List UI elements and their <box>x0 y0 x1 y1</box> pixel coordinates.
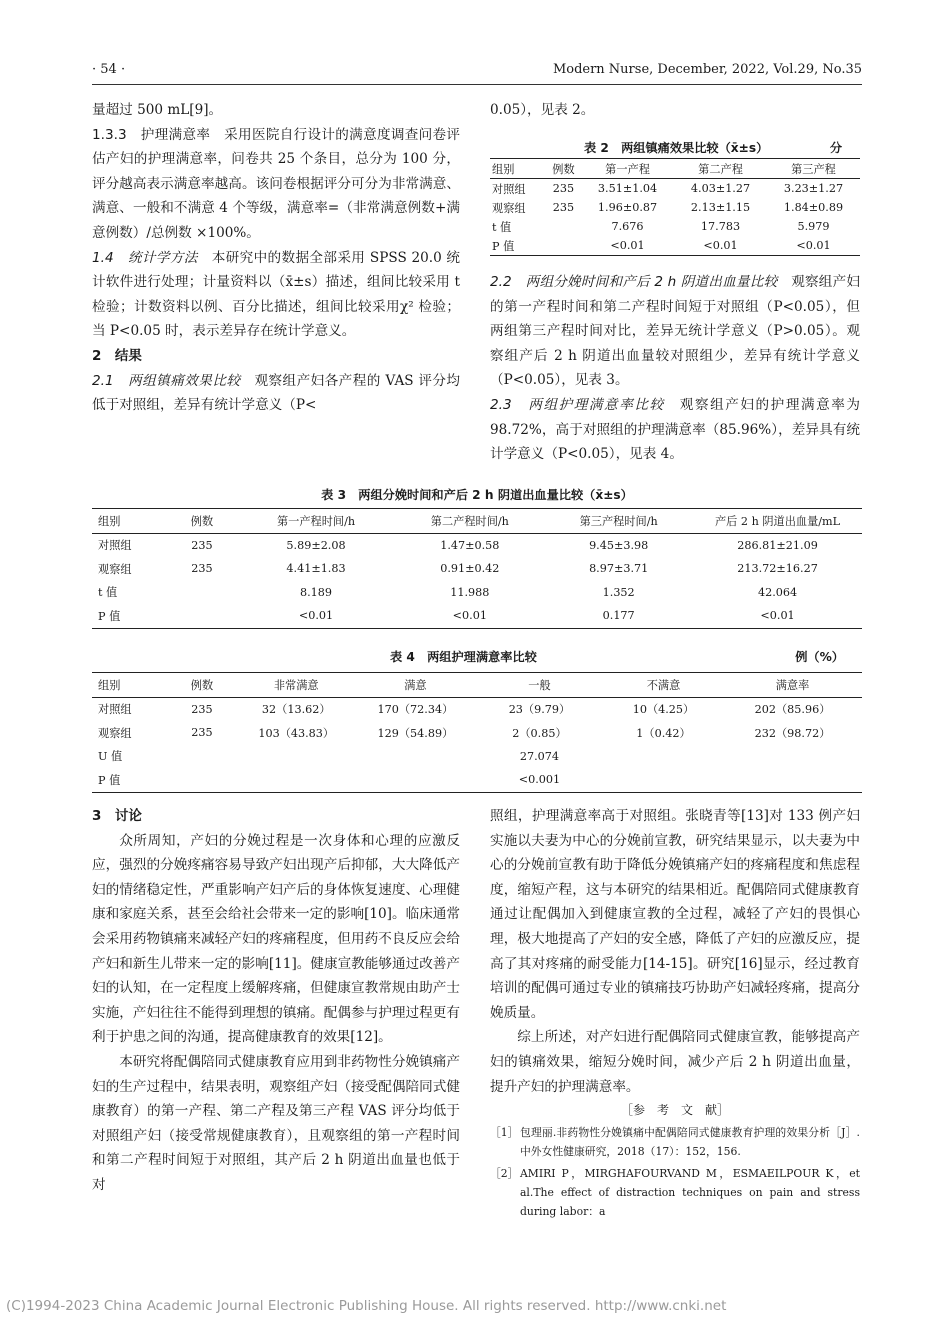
section-heading: 2.2 两组分娩时间和产后 2 h 阴道出血量比较 <box>490 274 778 290</box>
right-column-middle <box>490 270 860 467</box>
table-cell <box>356 745 475 769</box>
table-4-caption: 表 4 两组护理满意率比较 <box>390 650 537 664</box>
table-cell <box>237 745 356 769</box>
column-header: 一般 <box>528 678 551 692</box>
table-4 <box>92 648 862 793</box>
table-cell: 8.189 <box>299 585 333 599</box>
table-cell: <0.01 <box>796 239 831 252</box>
table-row <box>92 557 862 581</box>
table-cell: 27.074 <box>519 749 560 763</box>
section-text: 观察组产妇的第一产程时间和第二产程时间短于对照组（P<0.05），但两组第三产程时间对比，差异无统计学意义（P>0.05）。观察组产后 2 h 阴道出血量较对照组少，差异有统计学意义（P<0.05），见表 3。 <box>490 274 860 389</box>
header-rule <box>92 84 862 85</box>
table-cell: 170（72.34） <box>377 703 454 717</box>
table-cell: 观察组 <box>98 562 132 576</box>
table-cell: 235 <box>191 726 213 740</box>
reference-number: ［2］ <box>490 1167 519 1181</box>
section-1-4 <box>92 246 460 344</box>
results-heading: 2 结果 <box>92 347 142 364</box>
page-number: · 54 · <box>92 62 126 77</box>
section-heading: 2.1 两组镇痛效果比较 <box>92 372 241 389</box>
table-cell <box>167 581 236 605</box>
table-2 <box>490 138 860 256</box>
discussion-paragraph-2: 本研究将配偶陪同式健康教育应用到非药物性分娩镇痛产妇的生产过程中，结果表明，观察组产妇（接受配偶陪同式健康教育）的第一产程、第二产程及第三产程 VAS 评分均低于对照组产妇（接受常规健康教育），且观察组的第一产程时间和第二产程时间短于对照组，其产后 2 h 阴道出血量也低于对 <box>92 1053 460 1193</box>
table-cell: 213.72±16.27 <box>737 562 818 576</box>
table-cell: 103（43.83） <box>258 726 335 740</box>
table-cell: 32（13.62） <box>261 703 331 717</box>
table-2-grid <box>490 158 860 256</box>
table-header-row <box>490 159 860 179</box>
table-cell <box>723 768 862 792</box>
column-header: 第三产程时间/h <box>579 514 658 528</box>
section-text: 观察组产妇各产程的 VAS 评分均低于对照组，差异有统计学意义（P< <box>92 372 461 414</box>
references <box>490 1101 860 1221</box>
section-2-1 <box>92 369 460 418</box>
section-heading: 2.3 两组护理满意率比较 <box>490 396 665 413</box>
table-cell: 1.47±0.58 <box>440 538 500 552</box>
table-cell: 1.96±0.87 <box>597 201 658 214</box>
table-row <box>490 179 860 199</box>
column-header: 组别 <box>492 162 515 176</box>
table-cell: 9.45±3.98 <box>589 538 649 552</box>
table-cell: t 值 <box>98 586 118 600</box>
table-cell: 129（54.89） <box>377 726 454 740</box>
column-header: 第二产程 <box>698 162 743 176</box>
table-cell: 286.81±21.09 <box>737 538 818 552</box>
table-3-caption: 表 3 两组分娩时间和产后 2 h 阴道出血量比较（x̄±s） <box>321 488 633 502</box>
table-cell: 对照组 <box>98 539 132 553</box>
table-row <box>490 217 860 236</box>
table-cell <box>546 217 581 236</box>
column-header: 例数 <box>552 162 575 176</box>
table-cell: 0.177 <box>602 609 635 623</box>
table-row <box>92 533 862 557</box>
table-header-row <box>92 509 862 534</box>
column-header: 例数 <box>190 678 214 692</box>
column-header: 第一产程时间/h <box>276 514 356 528</box>
table-cell: 11.988 <box>450 585 490 599</box>
table-cell: <0.01 <box>703 239 738 252</box>
column-header: 非常满意 <box>273 678 319 692</box>
table-cell: <0.01 <box>760 609 795 623</box>
column-header: 第一产程 <box>605 162 650 176</box>
table-cell: 1（0.42） <box>636 726 691 740</box>
table-cell: 1.84±0.89 <box>783 201 844 214</box>
table-cell: <0.01 <box>452 609 487 623</box>
section-text: 采用医院自行设计的满意度调查问卷评估产妇的护理满意率，问卷共 25 个条目，总分为 100 分，评分越高表示满意率越高。该问卷根据评分可分为非常满意、满意、一般和不满意 4 个等级，满意率=（非常满意例数+满意例数）/总例数 ×100%。 <box>92 126 461 241</box>
table-cell: 2.13±1.15 <box>690 201 751 214</box>
section-text: 本研究中的数据全部采用 SPSS 20.0 统计软件进行处理；计量资料以（x̄±s）描述，组间比较采用 t 检验；计数资料以例、百分比描述，组间比较采用χ² 检验；当 P<0.05 时，表示差异存在统计学意义。 <box>92 249 461 340</box>
table-cell <box>356 768 475 792</box>
table-cell: 对照组 <box>492 182 526 196</box>
table-header-row <box>92 673 862 698</box>
section-1-3-3 <box>92 123 460 246</box>
reference-number: ［1］ <box>490 1126 519 1140</box>
section-heading: 1.3.3 护理满意率 <box>92 126 211 143</box>
column-header: 不满意 <box>646 678 681 692</box>
section-2-3 <box>490 393 860 467</box>
table-cell: 5.979 <box>797 220 830 233</box>
table-2-unit: 分 <box>829 141 842 155</box>
table-row <box>92 581 862 605</box>
section-text: 观察组产妇的护理满意率为 98.72%，高于对照组的护理满意率（85.96%），差异具有统计学意义（P<0.05），见表 4。 <box>490 396 861 463</box>
table-cell: 232（98.72） <box>754 726 831 740</box>
reference-item <box>490 1123 860 1161</box>
table-cell: 235 <box>191 562 213 576</box>
table-cell: 235 <box>191 538 213 552</box>
reference-text: AMIRI P，MIRGHAFOURVAND M，ESMAEILPOUR K，et al.The effect of distraction techniques on pain and stress during labor：a <box>520 1167 860 1219</box>
discussion-heading: 3 讨论 <box>92 808 142 824</box>
table-row <box>490 198 860 217</box>
column-header: 例数 <box>190 514 214 528</box>
table-row <box>92 721 862 745</box>
table-cell <box>167 768 236 792</box>
table-row <box>490 236 860 256</box>
table-cell <box>167 745 236 769</box>
table-cell: 17.783 <box>700 220 741 233</box>
discussion-paragraph-4: 综上所述，对产妇进行配偶陪同式健康宣教，能够提高产妇的镇痛效果，缩短分娩时间，减少产后 2 h 阴道出血量，提升产妇的护理满意率。 <box>490 1029 860 1095</box>
table-cell <box>237 768 356 792</box>
table-cell: 4.03±1.27 <box>690 182 751 195</box>
table-row <box>92 697 862 721</box>
table-cell: 2（0.85） <box>512 726 567 740</box>
table-cell: 42.064 <box>757 585 798 599</box>
table-cell: 235 <box>552 182 575 195</box>
table-row <box>92 604 862 628</box>
discussion-right <box>490 804 860 1221</box>
column-header: 产后 2 h 阴道出血量/mL <box>714 514 841 528</box>
reference-item <box>490 1164 860 1221</box>
table-cell <box>167 604 236 628</box>
section-heading: 1.4 统计学方法 <box>92 249 198 266</box>
right-column-top <box>490 98 860 123</box>
discussion-paragraph-3: 照组，护理满意率高于对照组。张晓青等[13]对 133 例产妇实施以夫妻为中心的分娩前宣教，研究结果显示，以夫妻为中心的分娩前宣教有助于降低分娩镇痛产妇的疼痛程度和焦虑程度，缩短产程，这与本研究的结果相近。配偶陪同式健康教育通过让配偶加入到健康宣教的全过程，减轻了产妇的畏惧心理，极大地提高了产妇的安全感，降低了产妇的应激反应，提高了其对疼痛的耐受能力[14-15]。研究[16]显示，经过教育培训的配偶可通过专业的镇痛技巧协助产妇减轻疼痛，提高分娩质量。 <box>490 808 860 1021</box>
table-4-unit: 例（%） <box>795 650 844 664</box>
table-row <box>92 768 862 792</box>
table-cell: 1.352 <box>602 585 635 599</box>
table-cell: <0.001 <box>518 773 561 787</box>
column-header: 第二产程时间/h <box>430 514 509 528</box>
table-cell: <0.01 <box>298 609 334 623</box>
table-cell: 8.97±3.71 <box>589 562 649 576</box>
table-3 <box>92 486 862 629</box>
column-header: 满意率 <box>775 678 810 692</box>
column-header: 组别 <box>98 514 121 528</box>
paragraph-end: 0.05），见表 2。 <box>490 102 595 118</box>
table-cell: 235 <box>191 702 213 716</box>
column-header: 第三产程 <box>791 162 836 176</box>
table-3-grid <box>92 508 862 629</box>
table-cell <box>723 745 862 769</box>
table-cell <box>604 745 723 769</box>
paragraph-end: 量超过 500 mL[9]。 <box>92 102 223 118</box>
section-2-2 <box>490 270 860 393</box>
table-cell: 23（9.79） <box>508 703 571 717</box>
table-cell: P 值 <box>98 609 121 623</box>
table-cell: U 值 <box>98 750 123 764</box>
copyright-footer: (C)1994-2023 China Academic Journal Electronic Publishing House. All rights reserved. http://www.cnki.net <box>6 1298 727 1314</box>
table-row <box>92 745 862 769</box>
journal-citation: Modern Nurse, December, 2022, Vol.29, No.35 <box>552 62 862 77</box>
table-cell: 观察组 <box>492 201 526 215</box>
table-cell: t 值 <box>492 220 512 234</box>
reference-text: 包理丽.非药物性分娩镇痛中配偶陪同式健康教育护理的效果分析［J］.中外女性健康研究，2018（17）：152，156. <box>520 1126 860 1159</box>
column-header: 组别 <box>98 678 121 692</box>
column-header: 满意 <box>404 678 427 692</box>
table-cell: 4.41±1.83 <box>286 562 346 576</box>
table-4-grid <box>92 672 862 793</box>
table-cell: P 值 <box>492 239 515 253</box>
discussion-paragraph-1: 众所周知，产妇的分娩过程是一次身体和心理的应激反应，强烈的分娩疼痛容易导致产妇出现产后抑郁，大大降低产妇的情绪稳定性，严重影响产妇产后的身体恢复速度、心理健康和家庭关系，甚至会给社会带来一定的影响[10]。临床通常会采用药物镇痛来减轻产妇的疼痛程度，但用药不良反应会给产妇和新生儿带来一定的影响[11]。健康宣教能够通过改善产妇的认知，在一定程度上缓解疼痛，但健康宣教常规由助产士实施，产妇往往不能得到理想的镇痛。配偶参与护理过程更有利于护患之间的沟通，提高健康教育的效果[12]。 <box>92 832 460 1046</box>
table-2-caption: 表 2 两组镇痛效果比较（x̄±s） <box>584 141 769 155</box>
table-cell: 对照组 <box>98 703 132 717</box>
table-cell: 235 <box>552 201 575 214</box>
table-cell: <0.01 <box>610 239 645 252</box>
table-cell: 202（85.96） <box>754 703 831 717</box>
table-cell <box>604 768 723 792</box>
table-cell: 0.91±0.42 <box>440 562 500 576</box>
discussion-left <box>92 804 460 1198</box>
table-cell: P 值 <box>98 773 121 787</box>
left-column-top <box>92 98 460 418</box>
table-cell: 5.89±2.08 <box>286 538 346 552</box>
table-cell: 观察组 <box>98 726 132 740</box>
table-cell <box>546 236 581 256</box>
references-heading: ［参 考 文 献］ <box>620 1103 729 1118</box>
table-cell: 3.51±1.04 <box>597 182 658 195</box>
table-cell: 3.23±1.27 <box>783 182 844 195</box>
table-cell: 7.676 <box>611 220 644 233</box>
table-cell: 10（4.25） <box>632 703 695 717</box>
